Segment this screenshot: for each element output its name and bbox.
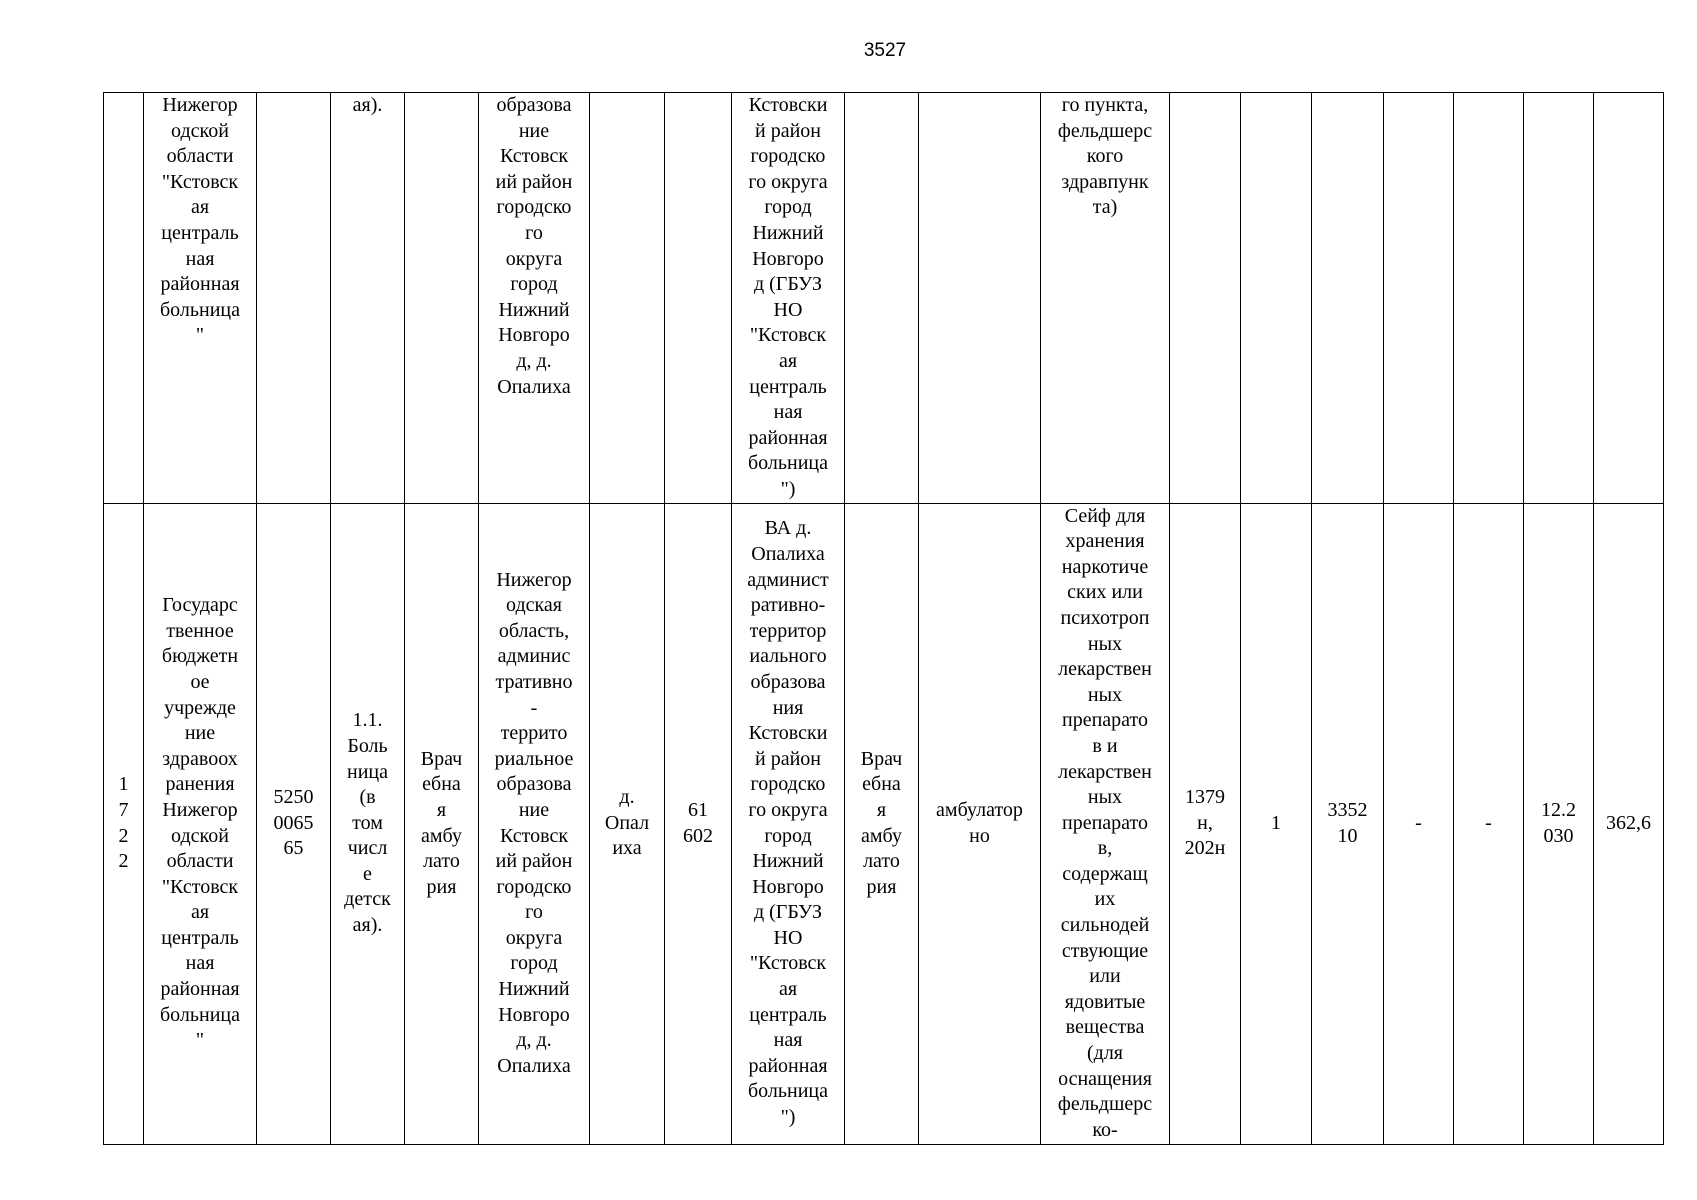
- amount-cell: 362,6: [1594, 503, 1664, 1144]
- institution-cell: Государс твенное бюджетн ое учрежде ние здравоох ранения Нижегор одской области "Кстовск ая централь ная районная больница ": [144, 503, 257, 1144]
- amount-cell: [1594, 93, 1664, 504]
- inn-cell: 5250 0065 65: [257, 503, 331, 1144]
- code-cell: [665, 93, 732, 504]
- table-row: [104, 93, 1664, 504]
- classifier-code-cell: 3352 10: [1312, 503, 1384, 1144]
- equipment-cell: го пункта, фельдшерс кого здравпунк та): [1041, 93, 1170, 504]
- locality-cell: [590, 93, 665, 504]
- row-number-cell: [104, 93, 144, 504]
- institution-cell: Нижегор одской области "Кстовск ая централь ная районная больница ": [144, 93, 257, 504]
- table-row: [104, 503, 1664, 1144]
- facility-type-cell: 1.1. Боль ница (в том числ е детск ая).: [331, 503, 405, 1144]
- division-type-cell: Врач ебна я амбу лато рия: [845, 503, 919, 1144]
- quantity-cell: [1241, 93, 1312, 504]
- date-cell: 12.2 030: [1524, 503, 1594, 1144]
- division-type-cell: [845, 93, 919, 504]
- inn-cell: [257, 93, 331, 504]
- care-conditions-cell: амбулатор но: [919, 503, 1041, 1144]
- locality-cell: д. Опал иха: [590, 503, 665, 1144]
- registry-table: [103, 92, 1664, 1145]
- address-cell: образова ние Кстовск ий район городско го округа город Нижний Новгоро д, д. Опалиха: [479, 93, 590, 504]
- order-cell: [1170, 93, 1241, 504]
- division-cell: ВА д. Опалиха админист ративно- территор иального образова ния Кстовски й район городско го округа город Нижний Новгоро д (ГБУЗ НО "Кстовск ая централь ная районная больница "): [732, 503, 845, 1144]
- quantity-cell: 1: [1241, 503, 1312, 1144]
- page-number: 3527: [863, 40, 907, 61]
- unit-type-cell: Врач ебна я амбу лато рия: [405, 503, 479, 1144]
- row-number-cell: 1 7 2 2: [104, 503, 144, 1144]
- date-cell: [1524, 93, 1594, 504]
- code-cell: 61 602: [665, 503, 732, 1144]
- order-cell: 1379 н, 202н: [1170, 503, 1241, 1144]
- empty-col-1-cell: -: [1384, 503, 1454, 1144]
- address-cell: Нижегор одская область, админис тративно - террито риальное образова ние Кстовск ий район городско го округа город Нижний Новгоро д, д. Опалиха: [479, 503, 590, 1144]
- unit-type-cell: [405, 93, 479, 504]
- equipment-cell: Сейф для хранения наркотиче ских или психотроп ных лекарствен ных препарато в и лекарствен ных препарато в, содержащ их сильнодей ствующие или ядовитые вещества (для оснащения фельдшерс ко-: [1041, 503, 1170, 1144]
- division-cell: Кстовски й район городско го округа город Нижний Новгоро д (ГБУЗ НО "Кстовск ая централь ная районная больница "): [732, 93, 845, 504]
- care-conditions-cell: [919, 93, 1041, 504]
- empty-col-2-cell: [1454, 93, 1524, 504]
- classifier-code-cell: [1312, 93, 1384, 504]
- empty-col-2-cell: -: [1454, 503, 1524, 1144]
- empty-col-1-cell: [1384, 93, 1454, 504]
- facility-type-cell: ая).: [331, 93, 405, 504]
